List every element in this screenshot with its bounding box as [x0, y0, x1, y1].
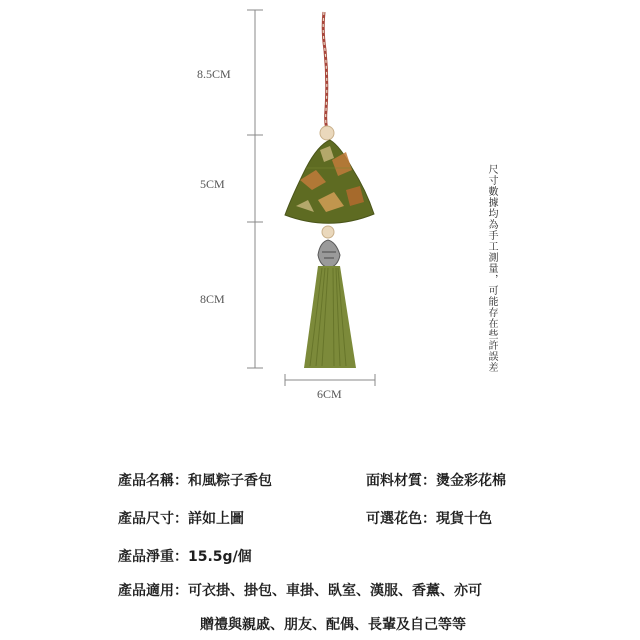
- measurement-note: 尺寸數據均為手工測量，可能存在些許誤差: [486, 164, 497, 373]
- horizontal-dimension-line: [285, 374, 375, 386]
- spec-size: 產品尺寸：詳如上圖: [118, 511, 244, 527]
- spec-material: 面料材質：燙金彩花棉: [366, 473, 506, 489]
- dimension-top-length: 8.5CM: [197, 67, 231, 81]
- middle-bead: [322, 226, 334, 238]
- spec-name: 產品名稱：和風粽子香包: [118, 473, 272, 489]
- spec-weight: 產品淨重：15.5g/個: [118, 549, 252, 565]
- hanging-cord: [323, 12, 327, 130]
- dimension-width: 6CM: [317, 387, 342, 401]
- vertical-dimension-line: [247, 10, 263, 368]
- tassel: [304, 266, 356, 368]
- zongzi-body: [285, 140, 374, 223]
- metal-cap: [318, 240, 340, 268]
- spec-usage-line2: 贈禮與親戚、朋友、配偶、長輩及自己等等: [200, 617, 466, 633]
- top-bead: [320, 126, 334, 140]
- dimension-body-length: 5CM: [200, 177, 225, 191]
- spec-usage-line1: 產品適用：可衣掛、掛包、車掛、臥室、漢服、香薰、亦可: [118, 583, 482, 599]
- spec-colors: 可選花色：現貨十色: [366, 511, 492, 527]
- dimension-tassel-length: 8CM: [200, 292, 225, 306]
